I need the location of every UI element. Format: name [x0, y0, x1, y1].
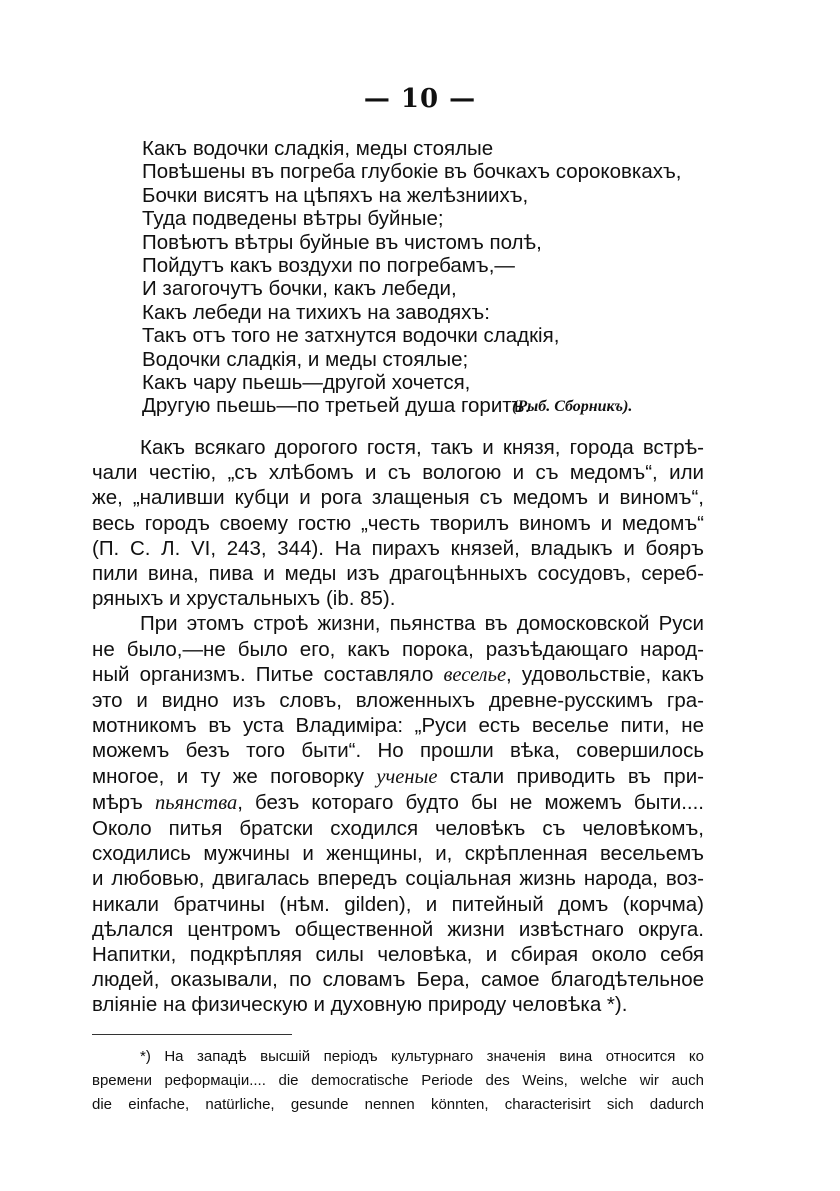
- poem-line: И загогочутъ бочки, какъ лебеди,: [142, 277, 457, 301]
- footnote-line: времени реформаціи.... die democratische Periode des Weins, welche wir auch: [92, 1072, 704, 1089]
- text-fragment: многое, и ту же поговорку: [92, 764, 377, 788]
- text-line: это и видно изъ словъ, вложенныхъ древне-русскимъ гра-: [92, 689, 704, 713]
- text-fragment: стали приводить въ при-: [437, 764, 704, 788]
- paragraph-1: [92, 435, 704, 611]
- poem-line: Другую пьешь—по третьей душа горитъ.: [142, 394, 531, 418]
- text-line: никали братчины (нѣм. gilden), и питейный домъ (корчма): [92, 892, 704, 916]
- text-line: дѣлался центромъ общественной жизни извѣстнаго округа.: [92, 917, 704, 941]
- poem-line: Какъ лебеди на тихихъ на заводяхъ:: [142, 300, 490, 324]
- text-line: не было,—не было его, какъ порока, разъѣдающаго народ-: [92, 637, 704, 661]
- text-line: Около питья братски сходился человѣкъ съ человѣкомъ,: [92, 817, 704, 841]
- text-line: мотникомъ въ уста Владиміра: „Руси есть веселье пити, не: [92, 714, 704, 738]
- poem-line: Такъ отъ того не затхнутся водочки сладкія,: [142, 324, 560, 348]
- italic-word: пьянства: [155, 791, 238, 814]
- poem-line: Водочки сладкія, и меды стоялые;: [142, 347, 469, 371]
- italic-word: веселье: [443, 663, 507, 686]
- text-line: можемъ безъ того быти“. Но прошли вѣка, совершилось: [92, 739, 704, 763]
- poem-line: Туда подведены вѣтры буйные;: [142, 207, 444, 231]
- footnote-line: *) На западѣ высшій періодъ культурнаго значенія вина относится ко: [140, 1048, 704, 1065]
- text-line: пили вина, пива и меды изъ драгоцѣнныхъ сосудовъ, сереб-: [92, 562, 704, 586]
- text-fragment: мѣръ: [92, 790, 156, 814]
- text-line: Напитки, подкрѣпляя силы человѣка, и сбирая около себя: [92, 943, 704, 967]
- text-line: сходились мужчины и женщины, и, скрѣпленная весельемъ: [92, 842, 704, 866]
- page-number: — 10 —: [363, 84, 477, 114]
- prose-body: [92, 435, 704, 1018]
- text-line: же, „наливши кубци и рога злащеныя съ медомъ и виномъ“,: [92, 486, 704, 510]
- text-fragment: , удовольствіе, какъ: [506, 662, 705, 686]
- paragraph-2: [92, 611, 704, 1017]
- text-line: ряныхъ и хрустальныхъ (ib. 85).: [92, 587, 396, 611]
- poem-source: (Рыб. Сборникъ).: [512, 398, 633, 415]
- poem-line: Повѣютъ вѣтры буйные въ чистомъ полѣ,: [142, 230, 542, 254]
- text-line: [92, 790, 704, 816]
- footnote-divider: [92, 1034, 292, 1035]
- text-fragment: ный организмъ. Питье составляло: [92, 662, 444, 686]
- text-line: и любовью, двигалась впередъ соціальная жизнь народа, воз-: [92, 867, 704, 891]
- poem-line: Бочки висятъ на цѣпяхъ на желѣзниихъ,: [142, 183, 529, 207]
- poem-line: Пойдутъ какъ воздухи по погребамъ,—: [142, 254, 515, 278]
- text-line: (П. С. Л. VI, 243, 344). На пирахъ князей, владыкъ и бояръ: [92, 536, 704, 560]
- text-line: [92, 764, 704, 790]
- poem-line: Какъ чару пьешь—другой хочется,: [142, 371, 471, 395]
- text-line: людей, оказывали, по словамъ Бера, самое благодѣтельное: [92, 968, 704, 992]
- text-fragment: , безъ котораго будто бы не можемъ быти....: [237, 790, 704, 814]
- text-line: чали честію, „съ хлѣбомъ и съ вологою и съ медомъ“, или: [92, 461, 704, 485]
- text-line: [92, 662, 704, 688]
- poem: [142, 137, 682, 418]
- text-line: вліяніе на физическую и духовную природу человѣка *).: [92, 993, 628, 1017]
- text-line: весь городъ своему гостю „честь творилъ виномъ и медомъ“: [92, 511, 704, 535]
- footnote-line: die einfache, natürliche, gesunde nennen könnten, characterisirt sich dadurch: [92, 1096, 704, 1113]
- italic-word: ученые: [376, 765, 438, 788]
- text-line: При этомъ строѣ жизни, пьянства въ домосковской Руси: [140, 612, 704, 636]
- poem-line: Повѣшены въ погреба глубокіе въ бочкахъ сороковкахъ,: [142, 160, 682, 184]
- text-line: Какъ всякаго дорогого гостя, такъ и князя, города встрѣ-: [140, 436, 704, 459]
- poem-line: Какъ водочки сладкія, меды стоялые: [142, 137, 494, 160]
- footnote: [92, 1045, 704, 1117]
